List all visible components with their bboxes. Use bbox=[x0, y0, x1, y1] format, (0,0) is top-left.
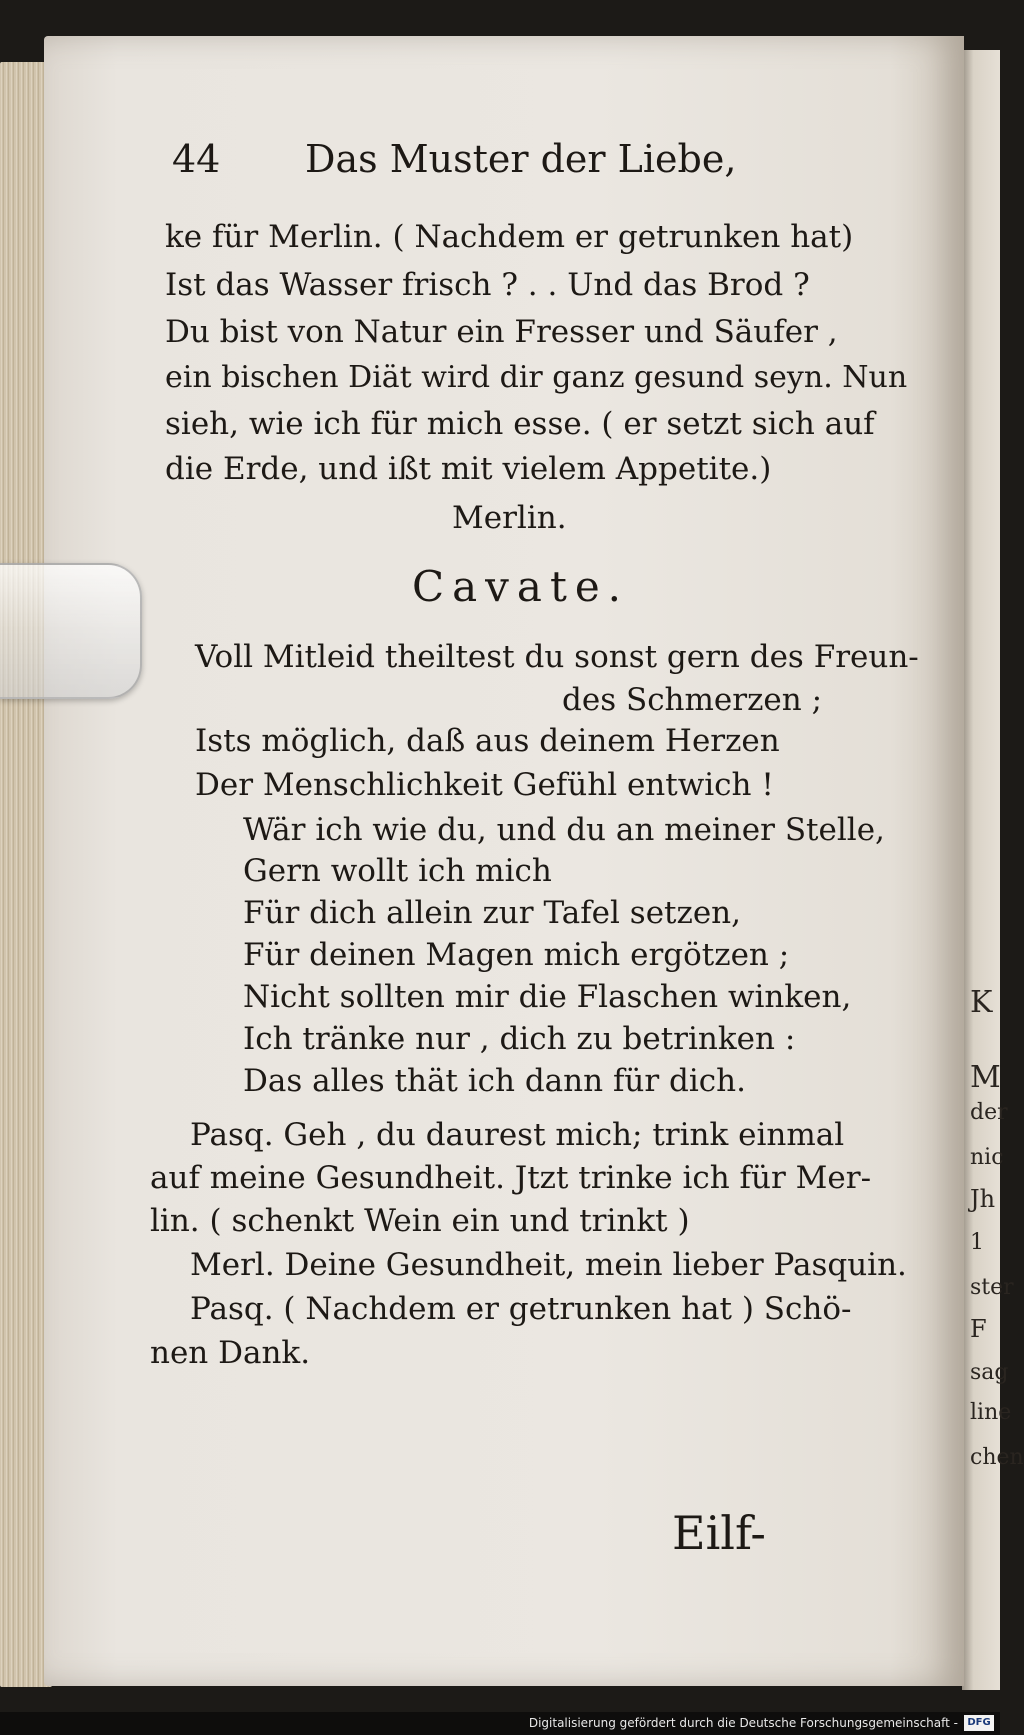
digitization-credit: Digitalisierung gefördert durch die Deutsche Forschungsgemeinschaft - bbox=[528, 1716, 958, 1730]
page-holder-clip bbox=[0, 563, 142, 699]
verse-line: Wär ich wie du, und du an meiner Stelle, bbox=[243, 812, 885, 848]
page-number: 44 bbox=[172, 137, 221, 181]
section-heading: Cavate. bbox=[412, 562, 630, 611]
prose-line: ke für Merlin. ( Nachdem er getrunken hat) bbox=[165, 219, 854, 255]
facing-page-edge bbox=[962, 50, 1024, 1690]
facing-page-fragment: sag bbox=[970, 1360, 1009, 1385]
facing-page-fragment: chen bbox=[970, 1445, 1024, 1470]
facing-page-fragment: K bbox=[970, 985, 993, 1020]
dialogue-line: lin. ( schenkt Wein ein und trinkt ) bbox=[150, 1203, 690, 1239]
dialogue-line: Merl. Deine Gesundheit, mein lieber Pasquin. bbox=[190, 1247, 907, 1283]
verse-line: Ists möglich, daß aus deinem Herzen bbox=[195, 723, 780, 759]
speaker-name: Merlin. bbox=[452, 500, 567, 536]
prose-line: Ist das Wasser frisch ? . . Und das Brod ? bbox=[165, 267, 810, 303]
facing-page-fragment: ster bbox=[970, 1275, 1014, 1300]
dialogue-line: Pasq. Geh , du daurest mich; trink einmal bbox=[190, 1117, 845, 1153]
facing-page-fragment: der bbox=[970, 1100, 1008, 1125]
facing-page-fragment: line bbox=[970, 1400, 1012, 1425]
verse-line: Für dich allein zur Tafel setzen, bbox=[243, 895, 741, 931]
dialogue-line: nen Dank. bbox=[150, 1335, 311, 1371]
dialogue-line: auf meine Gesundheit. Jtzt trinke ich für Mer- bbox=[150, 1160, 872, 1196]
prose-line: die Erde, und ißt mit vielem Appetite.) bbox=[165, 451, 772, 487]
dfg-logo: DFG bbox=[964, 1715, 994, 1731]
facing-page-fragment: nic bbox=[970, 1145, 1004, 1170]
verse-line: Das alles thät ich dann für dich. bbox=[243, 1063, 746, 1099]
prose-line: ein bischen Diät wird dir ganz gesund seyn. Nun bbox=[165, 360, 908, 395]
verse-line: Für deinen Magen mich ergötzen ; bbox=[243, 937, 790, 973]
facing-page-fragment: F bbox=[970, 1315, 987, 1343]
verse-line: Voll Mitleid theiltest du sonst gern des Freun- bbox=[195, 639, 919, 675]
facing-page-fragment: 1 bbox=[970, 1230, 984, 1255]
prose-line: sieh, wie ich für mich esse. ( er setzt sich auf bbox=[165, 406, 875, 442]
verse-line: des Schmerzen ; bbox=[562, 682, 823, 718]
facing-page-fragment: M bbox=[970, 1060, 1001, 1095]
catchword: Eilf- bbox=[672, 1506, 766, 1560]
verse-line: Nicht sollten mir die Flaschen winken, bbox=[243, 979, 852, 1015]
facing-page-fragment: Jh bbox=[970, 1185, 996, 1213]
dialogue-line: Pasq. ( Nachdem er getrunken hat ) Schö- bbox=[190, 1291, 852, 1327]
verse-line: Ich tränke nur , dich zu betrinken : bbox=[243, 1021, 796, 1057]
verse-line: Der Menschlichkeit Gefühl entwich ! bbox=[195, 767, 774, 803]
prose-line: Du bist von Natur ein Fresser und Säufer , bbox=[165, 314, 838, 350]
verse-line: Gern wollt ich mich bbox=[243, 853, 552, 889]
running-title: Das Muster der Liebe, bbox=[305, 137, 737, 181]
